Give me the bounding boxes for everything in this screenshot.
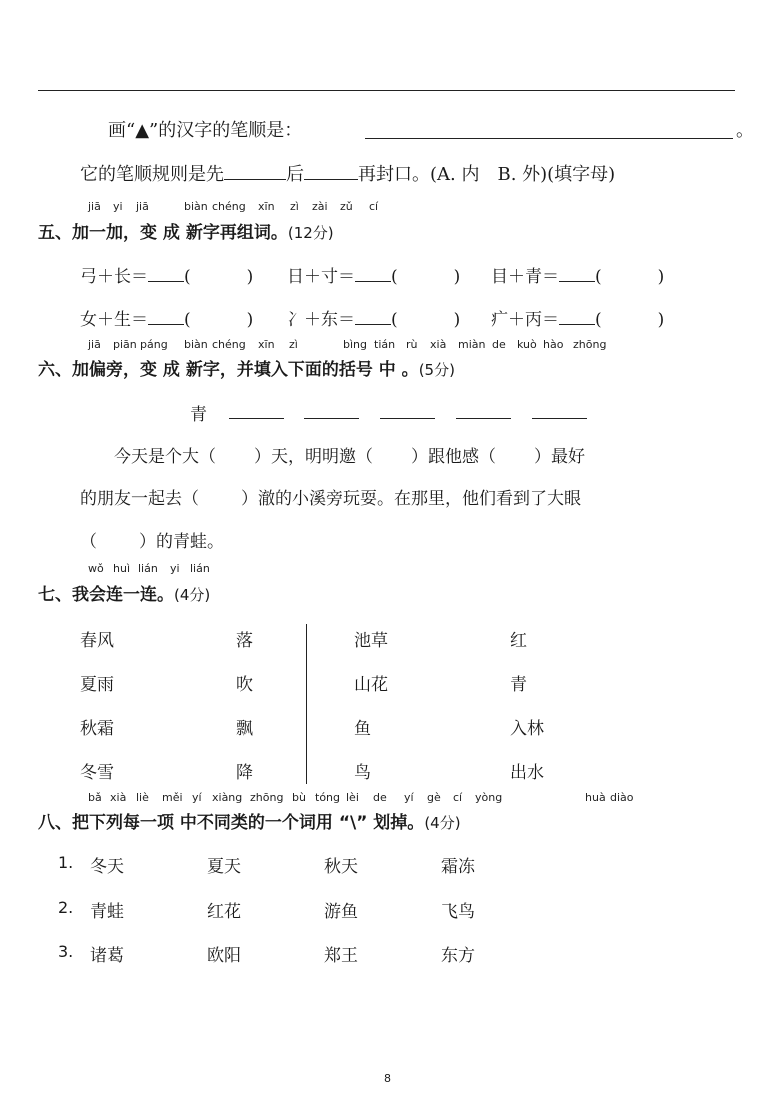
- row-number: 1.: [58, 853, 74, 872]
- section8-title-text: 八、把下列每一项 中不同类的一个词用 “\” 划掉。: [38, 813, 425, 833]
- match-item[interactable]: 红: [510, 631, 527, 651]
- pinyin: tóng: [315, 791, 340, 804]
- blank[interactable]: [355, 281, 391, 282]
- word-choice[interactable]: 红花: [207, 902, 241, 922]
- passage-line-2: [80, 484, 581, 509]
- match-item[interactable]: 春风: [80, 631, 114, 651]
- pinyin: jiā: [136, 200, 149, 213]
- pinyin: huà: [585, 791, 606, 804]
- pinyin: xīn: [258, 200, 275, 213]
- base-char: 青: [190, 405, 207, 425]
- pinyin: jiā: [88, 338, 101, 351]
- blank-line[interactable]: [456, 418, 511, 419]
- pinyin: yi: [170, 562, 180, 575]
- word-item-2: [287, 262, 460, 287]
- paren: ): [657, 267, 665, 287]
- passage-line-3: [80, 527, 224, 552]
- pinyin: xià: [110, 791, 127, 804]
- pinyin: bìng: [343, 338, 367, 351]
- paren: ): [453, 310, 461, 330]
- pinyin: de: [373, 791, 387, 804]
- text: ）的青蛙。: [139, 532, 224, 552]
- match-item[interactable]: 秋霜: [80, 719, 114, 739]
- pinyin: chéng: [212, 200, 246, 213]
- stroke-rule-mid1: 后: [286, 164, 304, 185]
- pinyin: zài: [312, 200, 328, 213]
- pinyin: lián: [190, 562, 210, 575]
- pinyin: xià: [430, 338, 447, 351]
- section6-score: (5分): [418, 361, 455, 379]
- blank[interactable]: [355, 324, 391, 325]
- text: ）天，明明邀（: [254, 447, 373, 467]
- pinyin: liè: [136, 791, 149, 804]
- passage-line-1: [114, 442, 585, 467]
- pinyin: diào: [610, 791, 634, 804]
- word-item-6: [491, 305, 664, 330]
- pinyin: wǒ: [88, 562, 104, 575]
- pinyin: piān: [113, 338, 137, 351]
- word-choice[interactable]: 飞鸟: [441, 902, 475, 922]
- stroke-order-end: 。: [736, 120, 754, 141]
- formula: 日＋寸＝: [287, 267, 355, 287]
- blank-2[interactable]: [304, 179, 358, 180]
- pinyin: bǎ: [88, 791, 102, 804]
- section5-title-text: 五、加一加，变 成 新字再组词。: [38, 223, 288, 243]
- pinyin: bù: [292, 791, 306, 804]
- pinyin: yí: [404, 791, 414, 804]
- pinyin: zǔ: [340, 200, 353, 213]
- word-choice[interactable]: 青蛙: [90, 902, 124, 922]
- match-item[interactable]: 鱼: [354, 719, 371, 739]
- stroke-rule-prefix: 它的笔顺规则是先: [80, 164, 224, 185]
- word-choice[interactable]: 冬天: [90, 857, 124, 877]
- pinyin: zì: [290, 200, 299, 213]
- row-number: 3.: [58, 942, 74, 961]
- text: 今天是个大（: [114, 447, 216, 467]
- paren: (: [595, 310, 602, 330]
- pinyin: páng: [140, 338, 168, 351]
- paren: (: [184, 267, 191, 287]
- word-choice[interactable]: 霜冻: [441, 857, 475, 877]
- section6-title-text: 六、加偏旁，变 成 新字，并填入下面的括号 中 。: [38, 360, 419, 380]
- paren: (: [595, 267, 602, 287]
- word-item-1: [80, 262, 253, 287]
- pinyin: huì: [113, 562, 130, 575]
- match-item[interactable]: 山花: [354, 675, 388, 695]
- pinyin: lèi: [346, 791, 359, 804]
- blank-line[interactable]: [229, 418, 284, 419]
- pinyin: gè: [427, 791, 441, 804]
- pinyin: yòng: [475, 791, 503, 804]
- formula: 疒＋丙＝: [491, 310, 559, 330]
- pinyin: miàn: [458, 338, 486, 351]
- blank-1[interactable]: [224, 179, 286, 180]
- match-item[interactable]: 飘: [236, 719, 253, 739]
- pinyin: yi: [113, 200, 123, 213]
- section7-title: [38, 580, 210, 605]
- section7-score: (4分): [174, 586, 211, 604]
- text: 的朋友一起去（: [80, 489, 199, 509]
- section7-title-text: 七、我会连一连。: [38, 585, 174, 605]
- match-item[interactable]: 吹: [236, 675, 253, 695]
- divider-line: [306, 624, 307, 784]
- match-item[interactable]: 降: [236, 763, 253, 783]
- pinyin: zhōng: [250, 791, 284, 804]
- word-item-4: [80, 305, 253, 330]
- pinyin: rù: [406, 338, 418, 351]
- row-number: 2.: [58, 898, 74, 917]
- pinyin: biàn: [184, 338, 208, 351]
- paren: ): [453, 267, 461, 287]
- formula: 弓＋长＝: [80, 267, 148, 287]
- blank[interactable]: [148, 281, 184, 282]
- text: ）澈的小溪旁玩耍。在那里，他们看到了大眼: [241, 489, 581, 509]
- pinyin: zì: [289, 338, 298, 351]
- text: ）跟他感（: [411, 447, 496, 467]
- blank[interactable]: [559, 324, 595, 325]
- formula: 目＋青＝: [491, 267, 559, 287]
- pinyin: yí: [192, 791, 202, 804]
- pinyin: xiàng: [212, 791, 243, 804]
- stroke-rule-mid2: 再封口。(A. 内 B. 外)(填字母): [358, 164, 616, 185]
- section6-title: [38, 355, 455, 380]
- pinyin: cí: [369, 200, 379, 213]
- blank-line[interactable]: [304, 418, 359, 419]
- paren: (: [391, 267, 398, 287]
- text: （: [80, 532, 97, 552]
- formula: 女＋生＝: [80, 310, 148, 330]
- stroke-order-label: 画“▲”的汉字的笔顺是：: [108, 120, 303, 141]
- blank-line[interactable]: [380, 418, 435, 419]
- section5-score: (12分): [287, 224, 334, 242]
- paren: ): [246, 310, 254, 330]
- blank-line[interactable]: [532, 418, 587, 419]
- match-item[interactable]: 入林: [510, 719, 544, 739]
- pinyin: de: [492, 338, 506, 351]
- answer-line: [365, 138, 733, 139]
- section5-title: [38, 218, 334, 243]
- paren: ): [246, 267, 254, 287]
- match-item[interactable]: 青: [510, 675, 527, 695]
- pinyin: hào: [543, 338, 564, 351]
- formula: 冫＋东＝: [287, 310, 355, 330]
- match-item[interactable]: 落: [236, 631, 253, 651]
- paren: (: [184, 310, 191, 330]
- pinyin: xīn: [258, 338, 275, 351]
- pinyin: cí: [453, 791, 463, 804]
- paren: ): [657, 310, 665, 330]
- word-item-5: [287, 305, 460, 330]
- word-choice[interactable]: 欧阳: [207, 946, 241, 966]
- word-choice[interactable]: 秋天: [324, 857, 358, 877]
- match-item[interactable]: 夏雨: [80, 675, 114, 695]
- word-choice[interactable]: 游鱼: [324, 902, 358, 922]
- stroke-rule-line: [80, 160, 615, 186]
- match-item[interactable]: 冬雪: [80, 763, 114, 783]
- pinyin: jiā: [88, 200, 101, 213]
- pinyin: biàn: [184, 200, 208, 213]
- pinyin: lián: [138, 562, 158, 575]
- blank[interactable]: [559, 281, 595, 282]
- word-choice[interactable]: 诸葛: [90, 946, 124, 966]
- pinyin: zhōng: [573, 338, 607, 351]
- word-item-3: [491, 262, 664, 287]
- section8-score: (4分): [424, 814, 461, 832]
- pinyin: tián: [374, 338, 396, 351]
- text: ）最好: [534, 447, 585, 467]
- blank[interactable]: [148, 324, 184, 325]
- match-item[interactable]: 出水: [510, 763, 544, 783]
- word-choice[interactable]: 夏天: [207, 857, 241, 877]
- section8-title: [38, 808, 461, 833]
- word-choice[interactable]: 东方: [441, 946, 475, 966]
- paren: (: [391, 310, 398, 330]
- match-item[interactable]: 鸟: [354, 763, 371, 783]
- pinyin: chéng: [212, 338, 246, 351]
- word-choice[interactable]: 郑王: [324, 946, 358, 966]
- top-rule: [38, 90, 735, 91]
- pinyin: měi: [162, 791, 183, 804]
- match-item[interactable]: 池草: [354, 631, 388, 651]
- page-number: 8: [384, 1072, 391, 1085]
- pinyin: kuò: [517, 338, 537, 351]
